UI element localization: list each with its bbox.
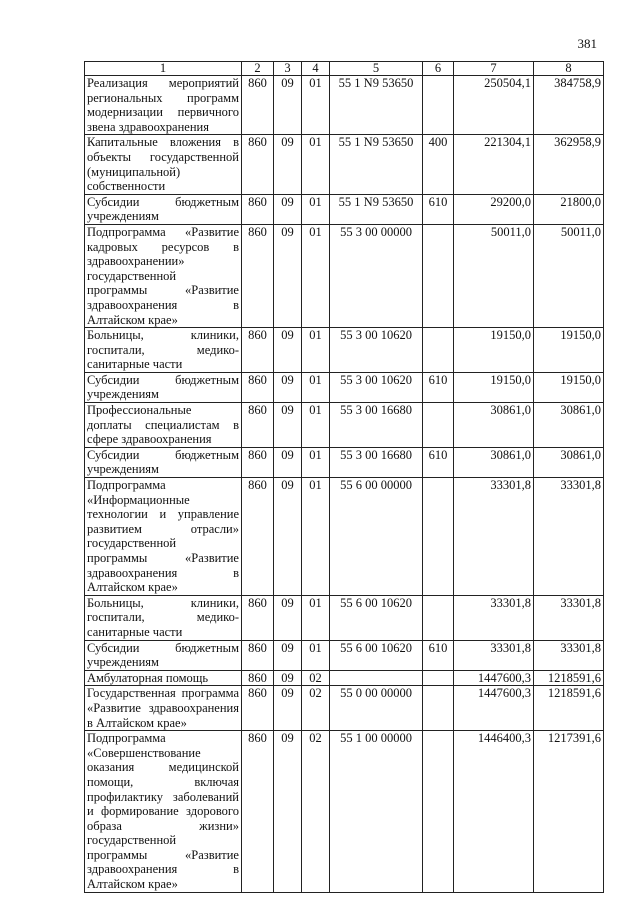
amount-col8-cell: 30861,0 — [534, 447, 604, 477]
section-cell: 09 — [274, 403, 302, 448]
ministry-code-cell: 860 — [242, 686, 274, 731]
section-cell: 09 — [274, 76, 302, 135]
section-cell: 09 — [274, 595, 302, 640]
amount-col7-cell: 29200,0 — [454, 194, 534, 224]
table-row — [85, 640, 604, 670]
target-article-cell: 55 6 00 10620 — [330, 595, 423, 640]
ministry-code-cell: 860 — [242, 447, 274, 477]
table-row — [85, 670, 604, 686]
table-row — [85, 403, 604, 448]
ministry-code-cell: 860 — [242, 731, 274, 893]
row-name-cell: Субсидии бюджетным учреждениям — [85, 194, 242, 224]
ministry-code-cell: 860 — [242, 595, 274, 640]
subsection-cell: 01 — [302, 328, 330, 373]
table-body — [85, 76, 604, 893]
header-cell: 6 — [423, 62, 454, 76]
table-row — [85, 372, 604, 402]
subsection-cell: 01 — [302, 595, 330, 640]
amount-col8-cell: 21800,0 — [534, 194, 604, 224]
amount-col8-cell: 1218591,6 — [534, 686, 604, 731]
header-cell: 5 — [330, 62, 423, 76]
amount-col8-cell: 19150,0 — [534, 328, 604, 373]
section-cell: 09 — [274, 447, 302, 477]
expense-type-cell — [423, 478, 454, 596]
expense-type-cell — [423, 595, 454, 640]
section-cell: 09 — [274, 224, 302, 327]
subsection-cell: 01 — [302, 224, 330, 327]
amount-col7-cell: 1447600,3 — [454, 670, 534, 686]
row-name-cell: Субсидии бюджетным учреждениям — [85, 640, 242, 670]
section-cell: 09 — [274, 686, 302, 731]
target-article-cell: 55 1 N9 53650 — [330, 76, 423, 135]
expense-type-cell: 610 — [423, 447, 454, 477]
row-name-cell: Подпрограмма «Информационные технологии и управление развитием отрасли» государственной программы «Развитие здравоохранения в Алтайском крае» — [85, 478, 242, 596]
ministry-code-cell: 860 — [242, 403, 274, 448]
ministry-code-cell: 860 — [242, 670, 274, 686]
header-cell: 8 — [534, 62, 604, 76]
amount-col7-cell: 1447600,3 — [454, 686, 534, 731]
amount-col7-cell: 33301,8 — [454, 595, 534, 640]
ministry-code-cell: 860 — [242, 224, 274, 327]
expense-type-cell — [423, 328, 454, 373]
ministry-code-cell: 860 — [242, 372, 274, 402]
amount-col8-cell: 362958,9 — [534, 135, 604, 194]
target-article-cell: 55 3 00 00000 — [330, 224, 423, 327]
row-name-cell: Подпрограмма «Развитие кадровых ресурсов в здравоохранении» государственной программы «Развитие здравоохранения в Алтайском крае» — [85, 224, 242, 327]
table-row — [85, 686, 604, 731]
amount-col8-cell: 50011,0 — [534, 224, 604, 327]
ministry-code-cell: 860 — [242, 194, 274, 224]
subsection-cell: 02 — [302, 731, 330, 893]
section-cell: 09 — [274, 194, 302, 224]
amount-col8-cell: 1217391,6 — [534, 731, 604, 893]
budget-table — [84, 61, 604, 893]
subsection-cell: 01 — [302, 447, 330, 477]
section-cell: 09 — [274, 135, 302, 194]
section-cell: 09 — [274, 478, 302, 596]
row-name-cell: Субсидии бюджетным учреждениям — [85, 372, 242, 402]
subsection-cell: 02 — [302, 686, 330, 731]
section-cell: 09 — [274, 731, 302, 893]
expense-type-cell — [423, 76, 454, 135]
row-name-cell: Амбулаторная помощь — [85, 670, 242, 686]
row-name-cell: Государственная программа «Развитие здравоохранения в Алтайском крае» — [85, 686, 242, 731]
amount-col7-cell: 250504,1 — [454, 76, 534, 135]
table-row — [85, 595, 604, 640]
target-article-cell: 55 3 00 10620 — [330, 328, 423, 373]
amount-col8-cell: 19150,0 — [534, 372, 604, 402]
expense-type-cell: 610 — [423, 640, 454, 670]
subsection-cell: 01 — [302, 372, 330, 402]
target-article-cell: 55 1 00 00000 — [330, 731, 423, 893]
subsection-cell: 01 — [302, 76, 330, 135]
expense-type-cell — [423, 731, 454, 893]
table-row — [85, 194, 604, 224]
header-cell: 4 — [302, 62, 330, 76]
table-row — [85, 328, 604, 373]
target-article-cell: 55 3 00 16680 — [330, 403, 423, 448]
page-number: 381 — [577, 36, 597, 51]
expense-type-cell — [423, 224, 454, 327]
amount-col8-cell: 384758,9 — [534, 76, 604, 135]
row-name-cell: Больницы, клиники, госпитали, медико-санитарные части — [85, 595, 242, 640]
target-article-cell: 55 1 N9 53650 — [330, 194, 423, 224]
target-article-cell: 55 0 00 00000 — [330, 686, 423, 731]
expense-type-cell: 610 — [423, 194, 454, 224]
header-cell: 3 — [274, 62, 302, 76]
target-article-cell: 55 3 00 10620 — [330, 372, 423, 402]
amount-col7-cell: 50011,0 — [454, 224, 534, 327]
ministry-code-cell: 860 — [242, 328, 274, 373]
table-row — [85, 731, 604, 893]
amount-col8-cell: 1218591,6 — [534, 670, 604, 686]
amount-col8-cell: 33301,8 — [534, 595, 604, 640]
table-row — [85, 135, 604, 194]
ministry-code-cell: 860 — [242, 478, 274, 596]
amount-col8-cell: 30861,0 — [534, 403, 604, 448]
amount-col7-cell: 1446400,3 — [454, 731, 534, 893]
expense-type-cell: 610 — [423, 372, 454, 402]
row-name-cell: Капитальные вложения в объекты государственной (муниципальной) собственности — [85, 135, 242, 194]
row-name-cell: Субсидии бюджетным учреждениям — [85, 447, 242, 477]
header-row — [85, 62, 604, 76]
amount-col7-cell: 19150,0 — [454, 328, 534, 373]
amount-col7-cell: 221304,1 — [454, 135, 534, 194]
subsection-cell: 01 — [302, 403, 330, 448]
header-cell: 1 — [85, 62, 242, 76]
subsection-cell: 01 — [302, 640, 330, 670]
expense-type-cell: 400 — [423, 135, 454, 194]
target-article-cell: 55 6 00 00000 — [330, 478, 423, 596]
header-cell: 7 — [454, 62, 534, 76]
section-cell: 09 — [274, 328, 302, 373]
amount-col7-cell: 30861,0 — [454, 403, 534, 448]
expense-type-cell — [423, 670, 454, 686]
row-name-cell: Профессиональные доплаты специалистам в сфере здравоохранения — [85, 403, 242, 448]
amount-col8-cell: 33301,8 — [534, 478, 604, 596]
target-article-cell: 55 3 00 16680 — [330, 447, 423, 477]
expense-type-cell — [423, 686, 454, 731]
target-article-cell — [330, 670, 423, 686]
amount-col8-cell: 33301,8 — [534, 640, 604, 670]
section-cell: 09 — [274, 372, 302, 402]
ministry-code-cell: 860 — [242, 640, 274, 670]
table-row — [85, 447, 604, 477]
row-name-cell: Подпрограмма «Совершенствование оказания медицинской помощи, включая профилактику заболеваний и формирование здорового образа жизни» государственной программы «Развитие здравоохранения в Алтайском крае» — [85, 731, 242, 893]
subsection-cell: 02 — [302, 670, 330, 686]
amount-col7-cell: 33301,8 — [454, 640, 534, 670]
table-row — [85, 224, 604, 327]
target-article-cell: 55 1 N9 53650 — [330, 135, 423, 194]
subsection-cell: 01 — [302, 478, 330, 596]
ministry-code-cell: 860 — [242, 135, 274, 194]
ministry-code-cell: 860 — [242, 76, 274, 135]
section-cell: 09 — [274, 640, 302, 670]
expense-type-cell — [423, 403, 454, 448]
subsection-cell: 01 — [302, 135, 330, 194]
amount-col7-cell: 19150,0 — [454, 372, 534, 402]
row-name-cell: Больницы, клиники, госпитали, медико-санитарные части — [85, 328, 242, 373]
header-cell: 2 — [242, 62, 274, 76]
amount-col7-cell: 33301,8 — [454, 478, 534, 596]
row-name-cell: Реализация мероприятий региональных программ модернизации первичного звена здравоохранения — [85, 76, 242, 135]
section-cell: 09 — [274, 670, 302, 686]
target-article-cell: 55 6 00 10620 — [330, 640, 423, 670]
table-row — [85, 76, 604, 135]
table-row — [85, 478, 604, 596]
amount-col7-cell: 30861,0 — [454, 447, 534, 477]
subsection-cell: 01 — [302, 194, 330, 224]
